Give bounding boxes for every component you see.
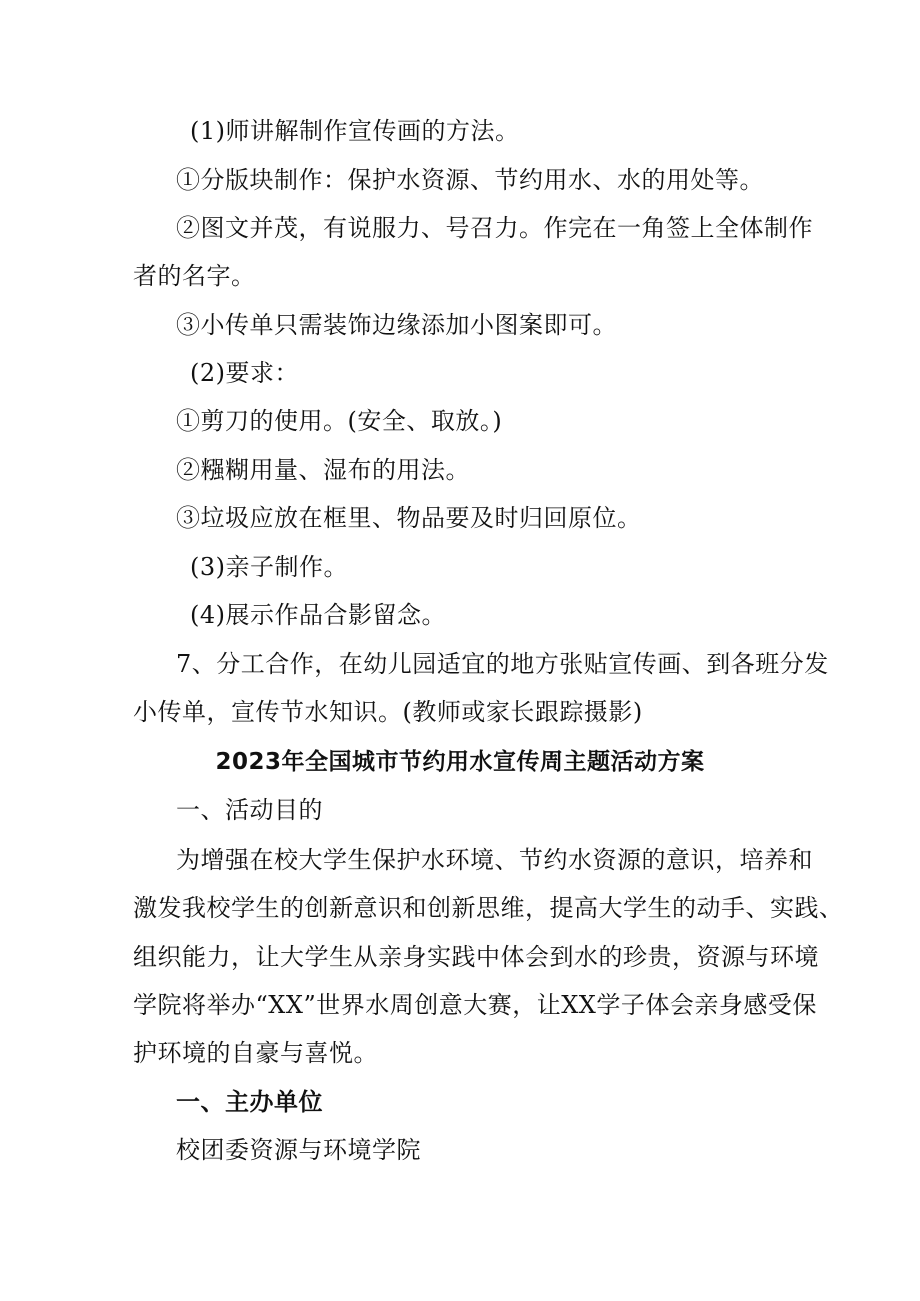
text-line: (2)要求：	[190, 359, 299, 387]
text-line: (3)亲子制作。	[190, 553, 348, 581]
text-line: ③垃圾应放在框里、物品要及时归回原位。	[176, 504, 642, 532]
paragraph-line: 护环境的自豪与喜悦。	[133, 1039, 378, 1067]
text-line: (4)展示作品合影留念。	[190, 601, 446, 629]
text-line: ③小传单只需装饰边缘添加小图案即可。	[176, 311, 617, 339]
text-line: ①剪刀的使用。(安全、取放。)	[176, 407, 503, 435]
text-line: ②糨糊用量、湿布的用法。	[176, 456, 470, 484]
text-line: ①分版块制作：保护水资源、节约用水、水的用处等。	[176, 166, 764, 194]
text-line: 小传单，宣传节水知识。(教师或家长跟踪摄影)	[133, 698, 643, 726]
paragraph-line: 为增强在校大学生保护水环境、节约水资源的意识，培养和	[176, 846, 813, 874]
section-heading: 一、活动目的	[176, 796, 323, 824]
paragraph-line: 校团委资源与环境学院	[176, 1136, 421, 1164]
paragraph-line: 学院将举办“XX”世界水周创意大赛，让XX学子体会亲身感受保	[133, 991, 817, 1019]
text-line: ②图文并茂，有说服力、号召力。作完在一角签上全体制作	[176, 214, 813, 242]
paragraph-line: 激发我校学生的创新意识和创新思维，提高大学生的动手、实践、	[133, 894, 844, 922]
document-title: 2023年全国城市节约用水宣传周主题活动方案	[215, 749, 705, 775]
text-line: 者的名字。	[133, 262, 256, 290]
paragraph-line: 组织能力，让大学生从亲身实践中体会到水的珍贵，资源与环境	[133, 943, 819, 971]
section-heading: 一、主办单位	[176, 1088, 323, 1116]
text-line: 7、分工合作，在幼儿园适宜的地方张贴宣传画、到各班分发	[176, 650, 829, 678]
text-line: (1)师讲解制作宣传画的方法。	[190, 117, 520, 145]
